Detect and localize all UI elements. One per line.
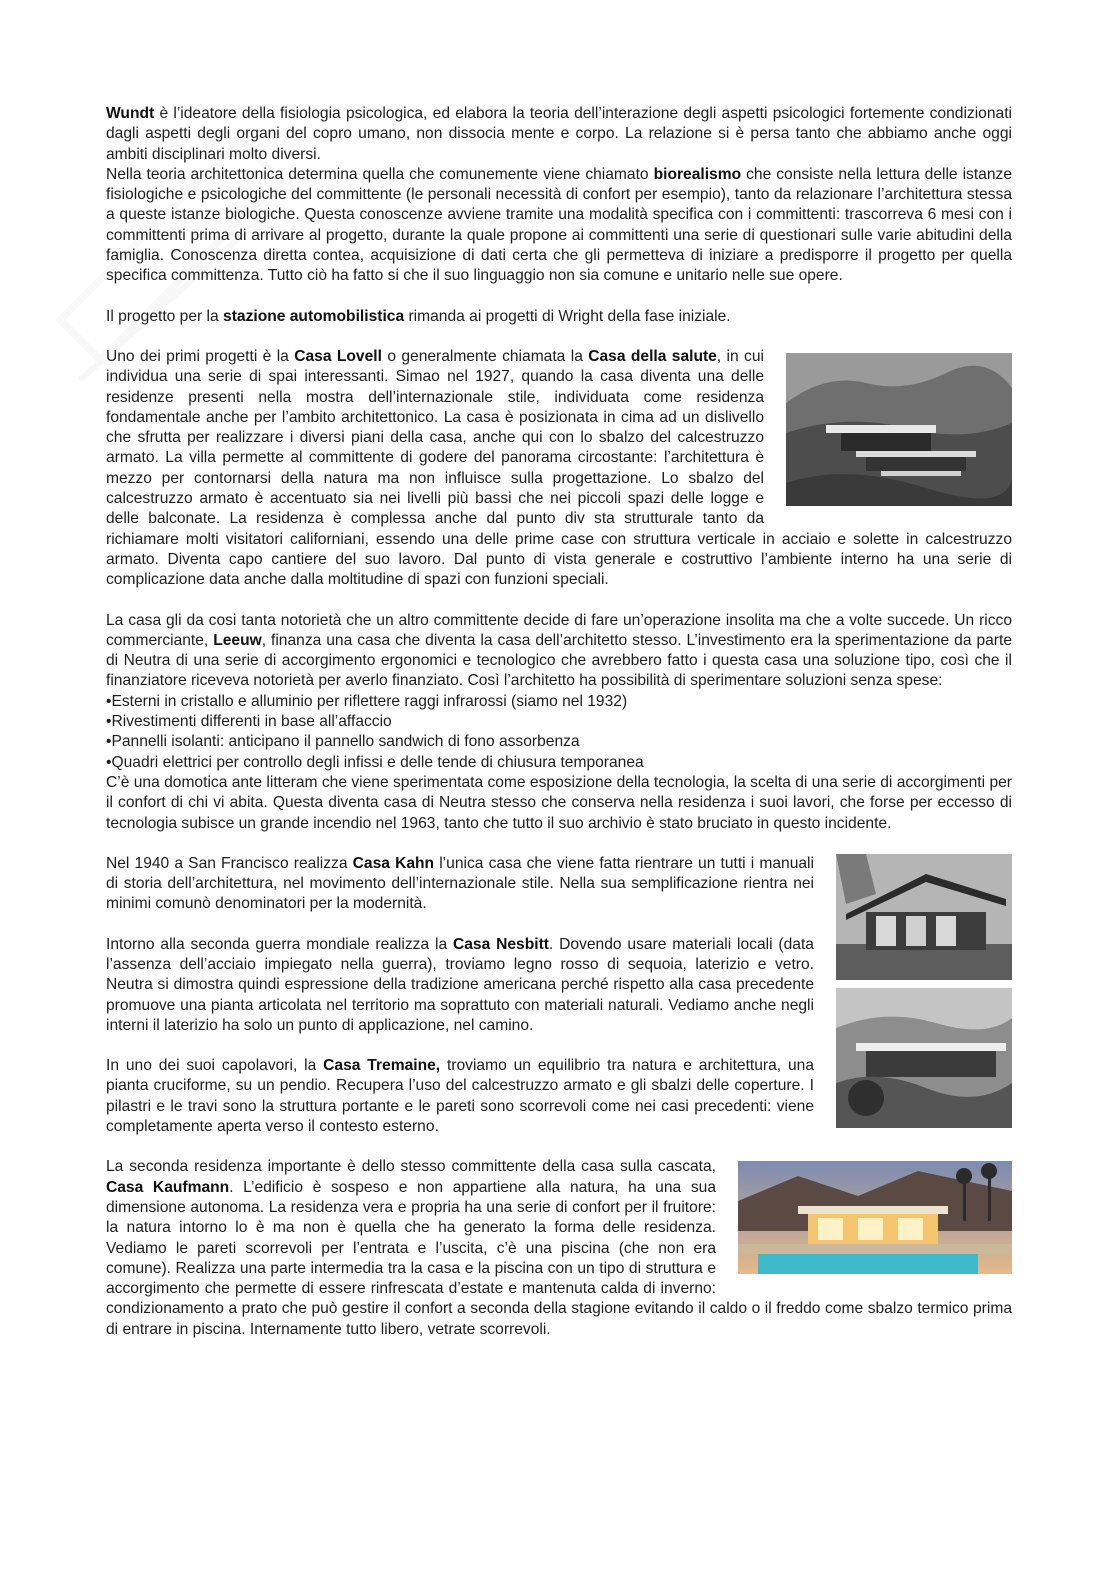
list-item: • Pannelli isolanti: anticipano il pannello sandwich di fono assorbenza — [106, 732, 1012, 752]
paragraph-stazione: Il progetto per la stazione automobilistica rimanda ai progetti di Wright della fase iniziale. — [106, 307, 731, 325]
paragraph-leeuw: La casa gli da cosi tanta notorietà che un altro committente decide di fare un’operazione insolita ma che a volte succede. Un ricco commerciante, Leeuw, finanza una casa che diventa la casa dell’architetto stesso. L’investimento era la sperimentazione da parte di Neutra di una serie di accorgimento ergonomici e tecnologico che avrebbero fatto i questa casa una soluzione tipo, così che il finanziatore riceveva notorietà per averlo finanziato. Così l’architetto ha possibilità di sperimentare soluzioni senza spese: — [106, 611, 1012, 690]
paragraph-wundt: Wundt è l’ideatore della fisiologia psicologica, ed elabora la teoria dell’interazione degli aspetti psicologici fortemente condizionati dagli aspetti degli organi del copro umano, non dissocia mente e corpo. La relazione si è persa tanto che abbiamo anche oggi ambiti disciplinari molto diversi. Nella teoria architettonica determina quella che comunemente viene chiamato biorealismo che consiste nella lettura delle istanze fisiologiche e psicologiche del committente (le personali necessità di confort per esempio), tanto da relazionare l’architettura stessa a queste istanze biologiche. Questa conoscenze avviene tramite una modalità specifica con i committenti: trascorreva 6 mesi con i committenti prima di arrivare al progetto, durante la quale propone ai committenti una serie di questionari sulle varie abitudini della famiglia. Conoscenza diretta contea, acquisizione di dati certa che gli permetteva di iniziare a predisporre il progetto per quella specifica committenza. Tutto ciò ha fatto si che il suo linguaggio non sia comune e unitario nelle sue opere. — [106, 105, 1012, 285]
photo-casa-nesbitt — [836, 988, 1012, 1128]
document-page — [106, 104, 1012, 1340]
paragraph-domotica: C’è una domotica ante litteram che viene sperimentata come esposizione della tecnologia, la scelta di una serie di accorgimenti per il confort di chi vi abita. Questa diventa casa di Neutra stesso che conserva nella residenza i suoi lavori, che forse per eccesso di tecnologia subisce un grande incendio nel 1963, tanto che tutto il suo archivio è stato bruciato in questo incidente. — [106, 773, 1012, 832]
paragraph-casa-kahn: Nel 1940 a San Francisco realizza Casa Kahn l’unica casa che viene fatta rientrare un tutti i manuali di storia dell’architettura, nel movimento dell’internazionale stile. Nella sua semplificazione rientra nei minimi comunò denominatori per la modernità. — [106, 854, 814, 913]
paragraph-casa-nesbitt: Intorno alla seconda guerra mondiale realizza la Casa Nesbitt. Dovendo usare materiali locali (data l’assenza dell’acciaio impiegato nella guerra), troviamo legno rosso di sequoia, laterizio e vetro. Neutra si dimostra quindi espressione della tradizione americana perché rispetto alla casa precedente promuove una pianta articolata nel territorio ma soprattuto con materiali naturali. Vediamo anche negli interni il laterizio ha solo un punto di applicazione, nel camino. — [106, 935, 814, 1034]
paragraph-casa-lovell: Uno dei primi progetti è la Casa Lovell o generalmente chiamata la Casa della salute, in cui individua una serie di spai interessanti. Simao nel 1927, quando la casa diventa una delle residenze presenti nella mostra dell’internazionale stile, individuata come residenza fondamentale anche per l’ambito architettonico. La casa è posizionata in cima ad un dislivello che sfrutta per realizzare i diversi piani della casa, anche qui con lo sbalzo del calcestruzzo armato. La villa permette al committente di godere del panorama circostante: l’architettura è mezzo per contornarsi della natura ma non influisce sulla progettazione. Lo sbalzo del calcestruzzo armato è accentuato sia nei livelli più bassi che nei piccoli spazi delle logge e delle balconate. La residenza è complessa anche dal punto div sta strutturale tanto da richiamare molti visitatori californiani, essendo una delle prime case con struttura verticale in acciaio e solette in calcestruzzo armato. Diventa capo cantiere del suo lavoro. Dal punto di vista generale e costruttivo l’ambiente interno ha una serie di complicazione data anche dalla moltitudine di spazi con funzioni speciali. — [106, 347, 1012, 589]
photo-casa-lovell — [786, 353, 1012, 506]
paragraph-casa-kaufmann: La seconda residenza importante è dello stesso committente della casa sulla cascata, Casa Kaufmann. L’edificio è sospeso e non appartiene alla natura, ha una sua dimensione autonoma. La residenza vera e propria ha una serie di confort per il fruitore: la natura intorno lo è ma non è quella che ha generato la forma delle residenza. Vediamo le pareti scorrevoli per l’entrata e l’uscita, c’è una piscina (che non era comune). Realizza una parte intermedia tra la casa e la piscina con un tipo di struttura e accorgimento che permette di essere rinfrescata d’estate e mantenuta calda di inverno: condizionamento a prato che può gestire il confort a seconda della stagione evitando il caldo o il freddo come sbalzo termico prima di entrare in piscina. Internamente tutto libero, vetrate scorrevoli. — [106, 1158, 1012, 1338]
bullet-list — [106, 692, 1012, 773]
photo-casa-kahn — [836, 854, 1012, 980]
list-item: • Esterni in cristallo e alluminio per riflettere raggi infrarossi (siamo nel 1932) — [106, 692, 1012, 712]
paragraph-casa-tremaine: In uno dei suoi capolavori, la Casa Tremaine, troviamo un equilibrio tra natura e architettura, una pianta cruciforme, su un pendio. Recupera l’uso del calcestruzzo armato e gli sbalzi delle coperture. I pilastri e le travi sono la struttura portante e le pareti sono scorrevoli come nei casi precedenti: viene completamente aperta verso il contesto esterno. — [106, 1057, 814, 1136]
photo-casa-kaufmann — [738, 1161, 1012, 1274]
list-item: • Rivestimenti differenti in base all’affaccio — [106, 712, 1012, 732]
list-item: • Quadri elettrici per controllo degli infissi e delle tende di chiusura temporanea — [106, 753, 1012, 773]
